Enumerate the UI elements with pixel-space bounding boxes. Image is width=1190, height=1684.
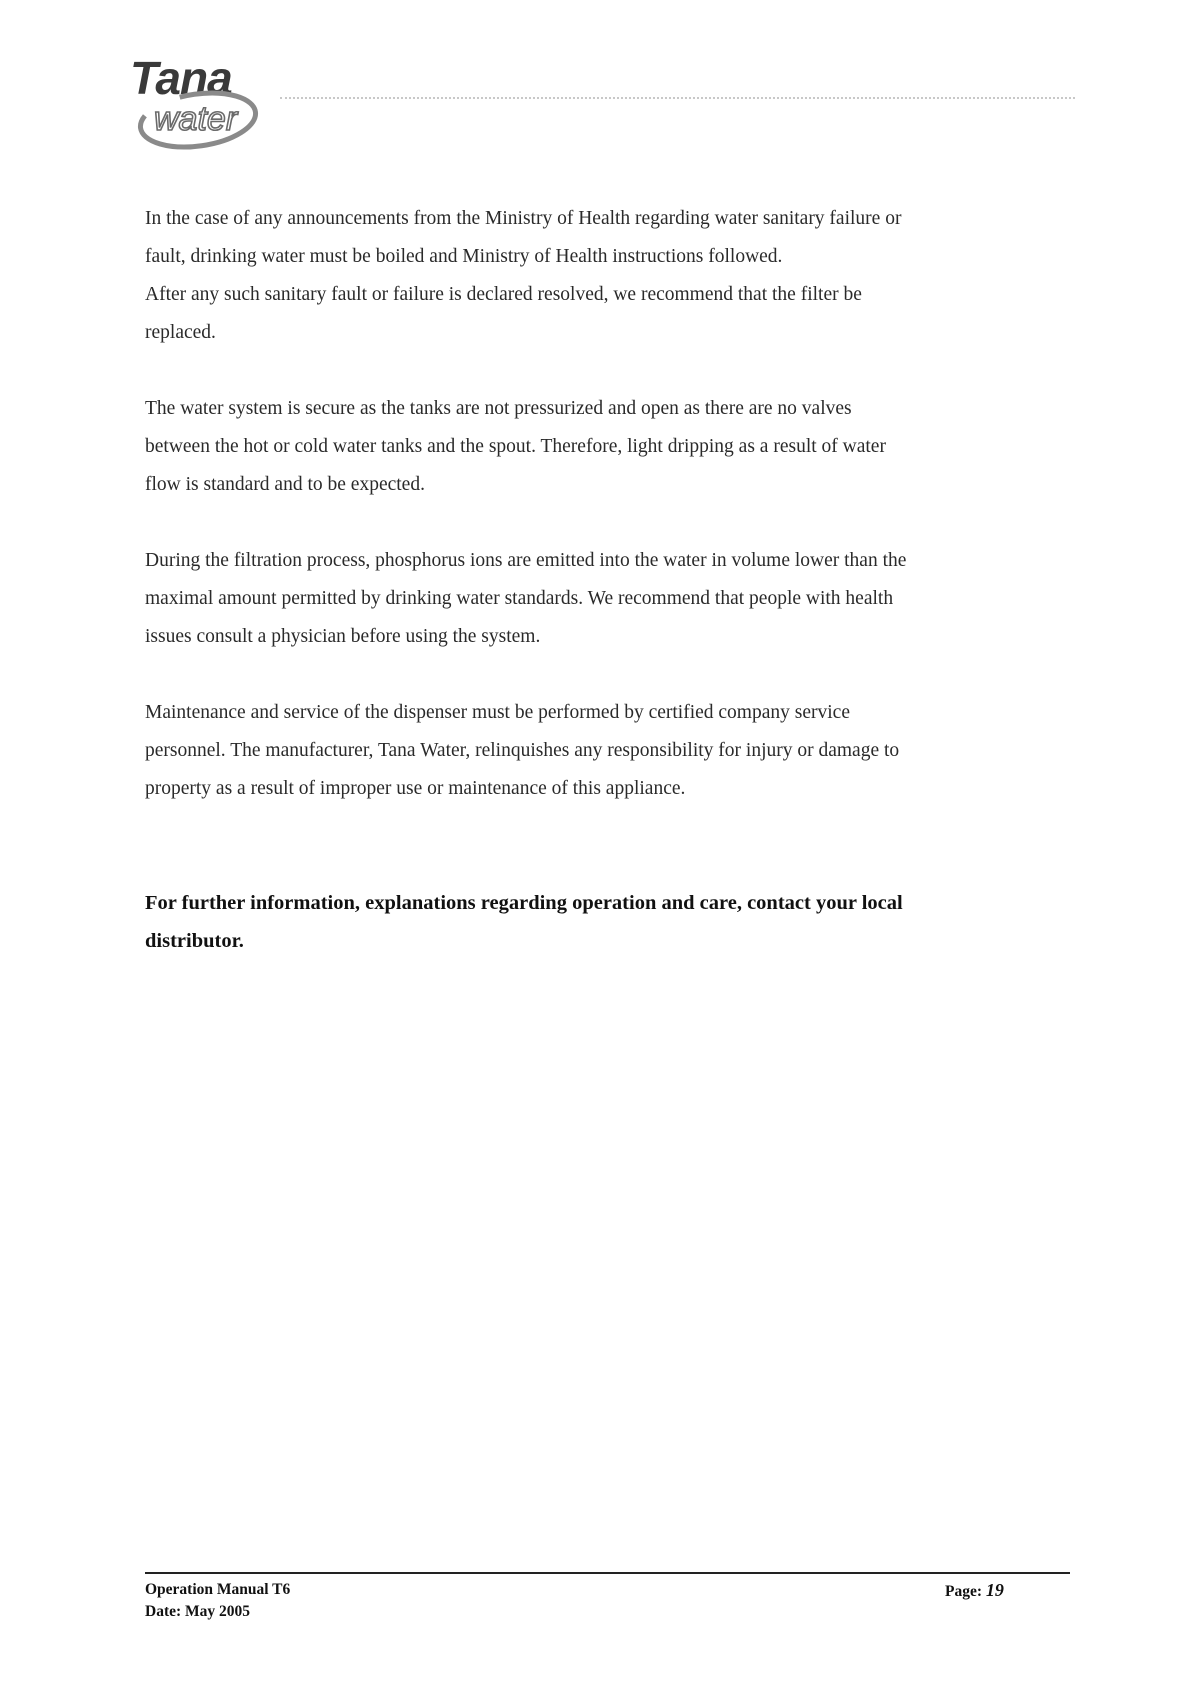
paragraph-sanitary-failure: In the case of any announcements from the Ministry of Health regarding water sanitary failure or fault, drinking water must be boiled and Ministry of Health instructions followed. After any such sanitary fault or failure is declared resolved, we recommend that the filter be replaced.	[145, 208, 902, 343]
header-divider	[280, 97, 1075, 99]
paragraph-maintenance: Maintenance and service of the dispenser must be performed by certified company service personnel. The manufacturer, Tana Water, relinquishes any responsibility for injury or damage to property as a result of improper use or maintenance of this appliance.	[145, 702, 900, 799]
logo-tana-text: Tana	[130, 52, 232, 104]
paragraph-filtration-process: During the filtration process, phosphorus ions are emitted into the water in volume lower than the maximal amount permitted by drinking water standards. We recommend that people with health issues consult a physician before using the system.	[145, 550, 907, 647]
footer-info	[145, 1579, 290, 1623]
footer-page-label: Page:	[945, 1583, 983, 1600]
footer-page	[945, 1579, 1004, 1603]
footer-date: Date: May 2005	[145, 1603, 251, 1620]
logo-water-text: water	[154, 100, 238, 138]
paragraph-system-security: The water system is secure as the tanks are not pressurized and open as there are no valves between the hot or cold water tanks and the spout. Therefore, light dripping as a result of water flow is standard and to be expected.	[145, 398, 886, 495]
tana-water-logo	[128, 50, 278, 160]
document-body	[145, 200, 1025, 998]
closing-note: For further information, explanations regarding operation and care, contact your local distributor.	[145, 892, 903, 952]
footer-page-number: 19	[985, 1580, 1004, 1600]
footer-divider	[145, 1572, 1070, 1574]
footer-manual-title: Operation Manual T6	[145, 1581, 291, 1598]
